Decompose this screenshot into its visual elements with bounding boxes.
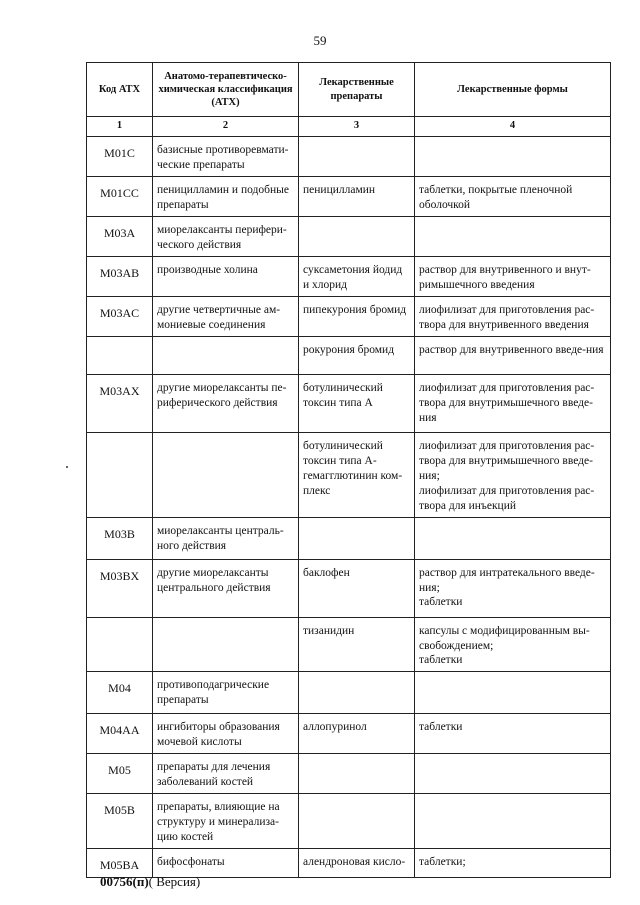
drug-cell xyxy=(299,794,415,849)
table-row xyxy=(87,754,611,794)
code-cell: M04AA xyxy=(87,714,153,754)
forms-cell: таблетки xyxy=(415,714,611,754)
code-cell: M04 xyxy=(87,672,153,714)
header-forms: Лекарственные формы xyxy=(415,63,611,117)
table-row xyxy=(87,714,611,754)
drug-cell: ботулинический токсин типа А-гемагглютинин ком-плекс xyxy=(299,432,415,517)
table-row xyxy=(87,297,611,337)
code-cell: M03AC xyxy=(87,297,153,337)
table-row xyxy=(87,374,611,432)
classification-cell: миорелаксанты централь-ного действия xyxy=(153,517,299,559)
table-header-row xyxy=(87,63,611,117)
column-number: 1 xyxy=(87,117,153,137)
classification-cell: другие четвертичные ам-мониевые соединения xyxy=(153,297,299,337)
forms-cell: лиофилизат для приготовления рас-твора для внутримышечного введе-ния xyxy=(415,374,611,432)
footer-code: 00756(п) xyxy=(100,874,149,889)
forms-cell xyxy=(415,559,611,617)
cell-line: лиофилизат для приготовления рас-твора для инъекций xyxy=(419,484,595,512)
classification-cell: бифосфонаты xyxy=(153,849,299,878)
cell-line: раствор для интратекального введе-ния; xyxy=(419,566,595,594)
column-number: 4 xyxy=(415,117,611,137)
classification-cell: препараты для лечения заболеваний костей xyxy=(153,754,299,794)
classification-cell: пеницилламин и подобные препараты xyxy=(153,177,299,217)
table-row xyxy=(87,257,611,297)
drug-cell xyxy=(299,672,415,714)
drug-cell xyxy=(299,517,415,559)
cell-line: капсулы с модифицированным вы-свобождением; xyxy=(419,624,590,652)
forms-cell xyxy=(415,217,611,257)
page-number: 59 xyxy=(313,33,327,48)
forms-cell: раствор для внутривенного введе-ния xyxy=(415,336,611,374)
scan-speck xyxy=(66,466,68,468)
forms-cell xyxy=(415,794,611,849)
code-cell: M05BA xyxy=(87,849,153,878)
table-row xyxy=(87,517,611,559)
table-row xyxy=(87,137,611,177)
code-cell: M01C xyxy=(87,137,153,177)
cell-line: лиофилизат для приготовления рас-твора для внутримышечного введе-ния; xyxy=(419,439,595,482)
code-cell: M03B xyxy=(87,517,153,559)
classification-cell: препараты, влияющие на структуру и минерализа-цию костей xyxy=(153,794,299,849)
drug-cell: пеницилламин xyxy=(299,177,415,217)
column-number: 3 xyxy=(299,117,415,137)
drug-cell: тизанидин xyxy=(299,617,415,672)
table-row xyxy=(87,336,611,374)
drug-cell: пипекурония бромид xyxy=(299,297,415,337)
drug-cell: суксаметония йодид и хлорид xyxy=(299,257,415,297)
table-row xyxy=(87,177,611,217)
column-number-row xyxy=(87,117,611,137)
forms-cell xyxy=(415,517,611,559)
header-classification: Анатомо-терапевтическо-химическая классификация (АТХ) xyxy=(153,63,299,117)
code-cell xyxy=(87,432,153,517)
classification-cell xyxy=(153,617,299,672)
drug-cell xyxy=(299,217,415,257)
classification-cell: миорелаксанты перифери-ческого действия xyxy=(153,217,299,257)
drug-cell: алендроновая кисло- xyxy=(299,849,415,878)
classification-cell xyxy=(153,336,299,374)
code-cell xyxy=(87,617,153,672)
code-cell: M03A xyxy=(87,217,153,257)
atx-table xyxy=(86,62,611,878)
code-cell: M03AB xyxy=(87,257,153,297)
drug-cell: ботулинический токсин типа А xyxy=(299,374,415,432)
column-number: 2 xyxy=(153,117,299,137)
forms-cell xyxy=(415,432,611,517)
forms-cell xyxy=(415,617,611,672)
classification-cell: другие миорелаксанты пе-риферического действия xyxy=(153,374,299,432)
table-row xyxy=(87,849,611,878)
forms-cell: таблетки; xyxy=(415,849,611,878)
classification-cell: ингибиторы образования мочевой кислоты xyxy=(153,714,299,754)
cell-line: таблетки xyxy=(419,654,463,667)
cell-line: таблетки xyxy=(419,596,463,609)
classification-cell: производные холина xyxy=(153,257,299,297)
header-code: Код АТХ xyxy=(87,63,153,117)
code-cell xyxy=(87,336,153,374)
forms-cell xyxy=(415,672,611,714)
code-cell: M05 xyxy=(87,754,153,794)
classification-cell xyxy=(153,432,299,517)
drug-cell: баклофен xyxy=(299,559,415,617)
code-cell: M03AX xyxy=(87,374,153,432)
classification-cell: другие миорелаксанты центрального действия xyxy=(153,559,299,617)
header-drugs: Лекарственные препараты xyxy=(299,63,415,117)
drug-cell xyxy=(299,137,415,177)
forms-cell xyxy=(415,754,611,794)
table-body xyxy=(87,137,611,878)
forms-cell xyxy=(415,137,611,177)
code-cell: M05B xyxy=(87,794,153,849)
forms-cell: лиофилизат для приготовления рас-твора для внутривенного введения xyxy=(415,297,611,337)
table-row xyxy=(87,432,611,517)
code-cell: M01CC xyxy=(87,177,153,217)
footer xyxy=(100,874,200,890)
table-row xyxy=(87,794,611,849)
table-row xyxy=(87,672,611,714)
table-row xyxy=(87,559,611,617)
footer-version: ( Версия) xyxy=(148,874,201,889)
code-cell: M03BX xyxy=(87,559,153,617)
table-row xyxy=(87,217,611,257)
classification-cell: базисные противоревмати-ческие препараты xyxy=(153,137,299,177)
drug-cell: рокурония бромид xyxy=(299,336,415,374)
drug-cell: аллопуринол xyxy=(299,714,415,754)
drug-cell xyxy=(299,754,415,794)
forms-cell: таблетки, покрытые пленочной оболочкой xyxy=(415,177,611,217)
classification-cell: противоподагрические препараты xyxy=(153,672,299,714)
table-row xyxy=(87,617,611,672)
forms-cell: раствор для внутривенного и внут-римышечного введения xyxy=(415,257,611,297)
